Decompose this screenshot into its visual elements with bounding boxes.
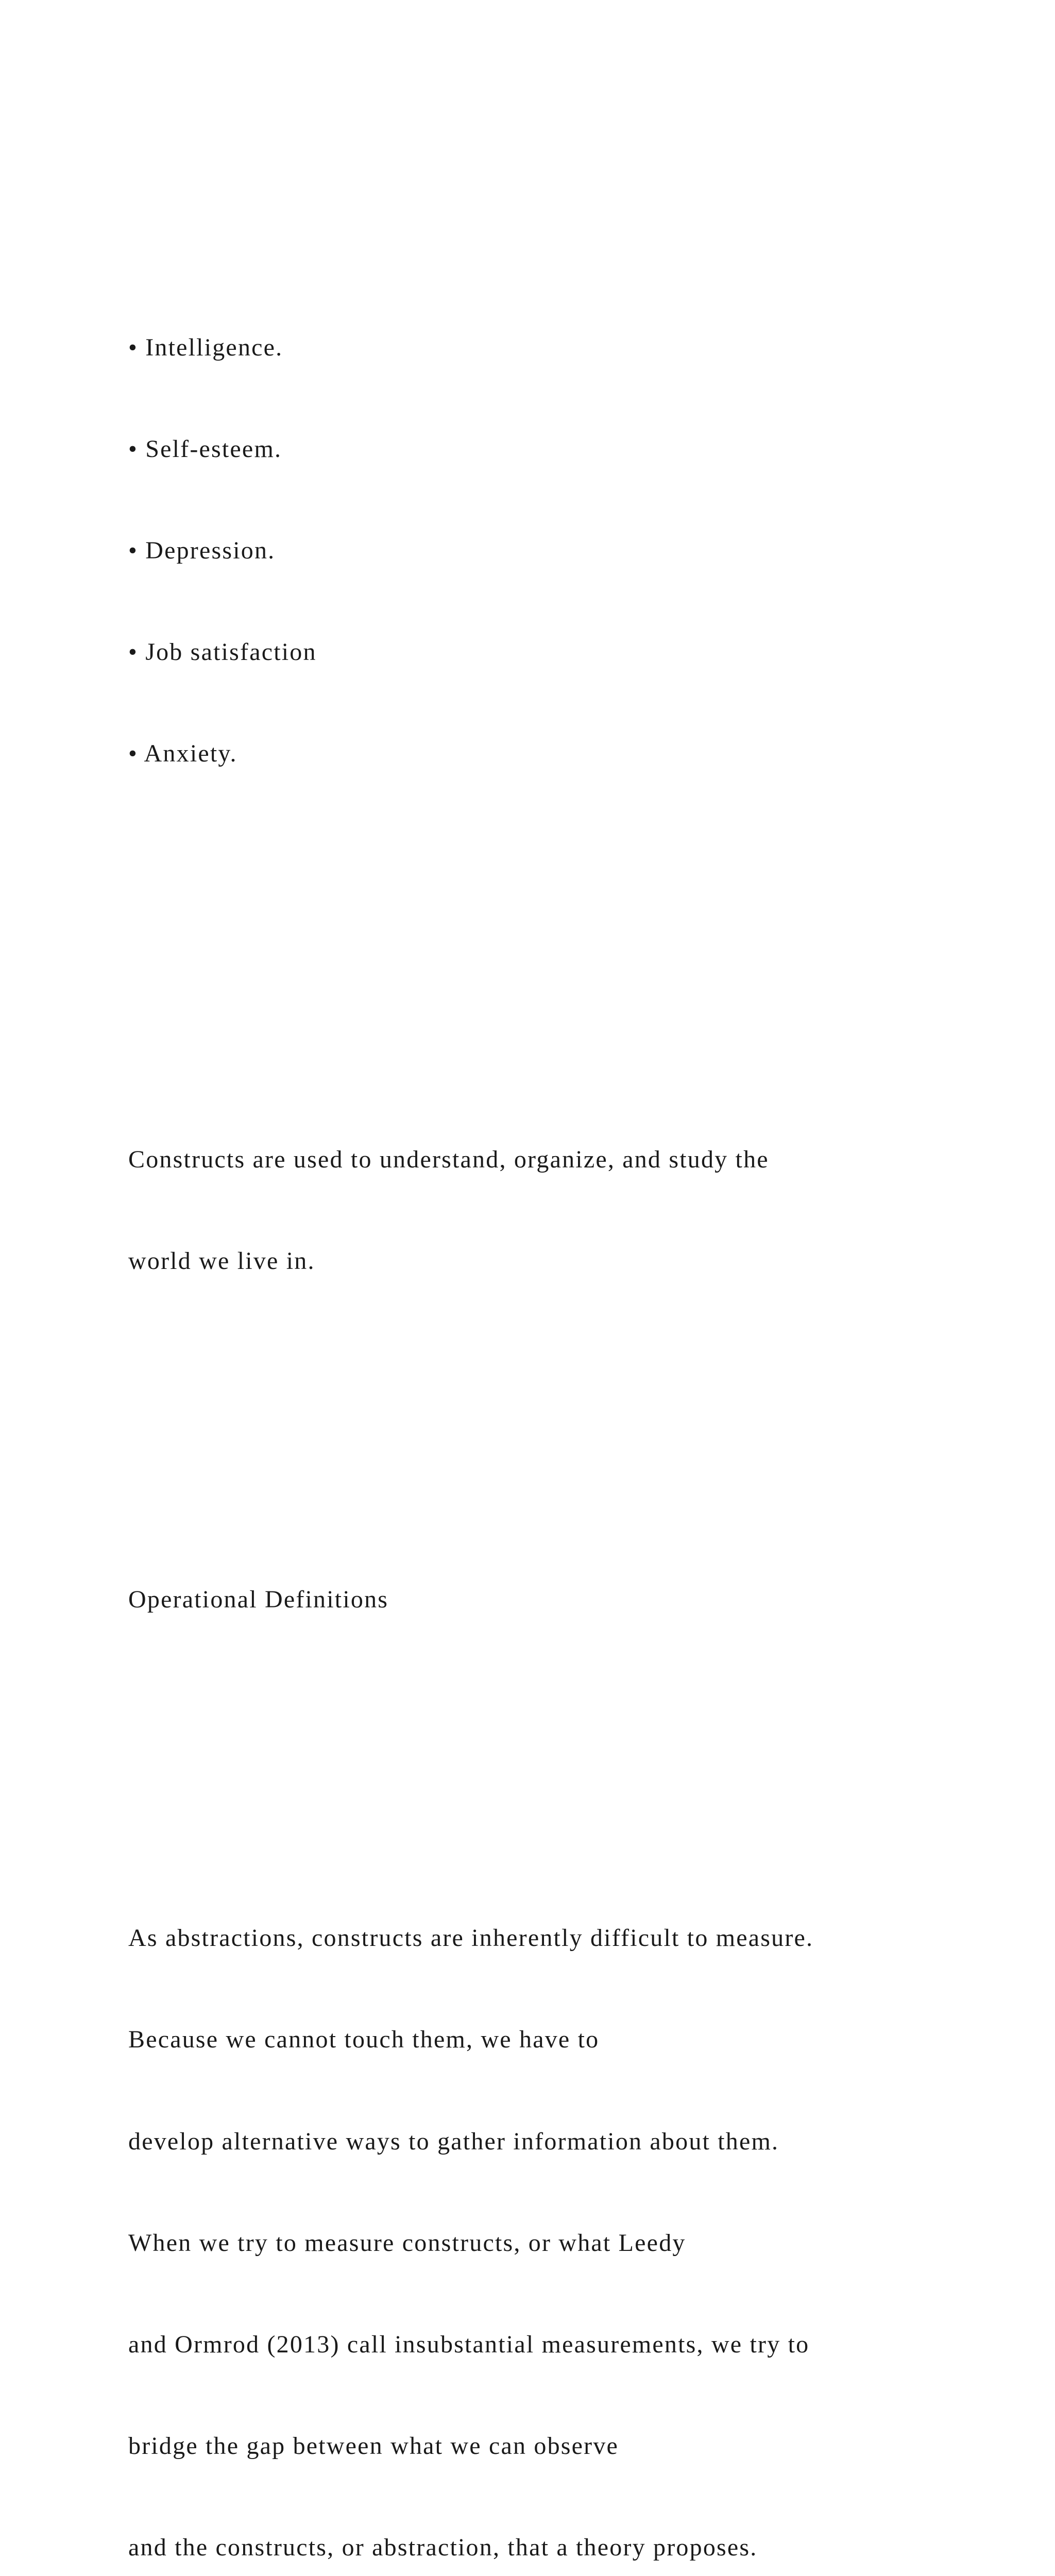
paragraph-constructs-use [128, 1075, 1014, 1346]
bullet-item-anxiety: • Anxiety. [128, 739, 237, 767]
paragraph-line: and Ormrod (2013) call insubstantial measurements, we try to [128, 2330, 810, 2358]
paragraph-line: and the constructs, or abstraction, that a theory proposes. [128, 2533, 758, 2561]
bullet-list [128, 263, 1014, 838]
paragraph-gap [128, 1448, 1014, 1482]
paragraph-line: Because we cannot touch them, we have to [128, 2026, 600, 2054]
bullet-item-depression: • Depression. [128, 536, 276, 564]
bullet-item-intelligence: • Intelligence. [128, 333, 283, 361]
paragraph-line: bridge the gap between what we can observe [128, 2432, 619, 2460]
bullet-item-self-esteem: • Self-esteem. [128, 435, 282, 463]
document-body [128, 161, 1014, 2576]
paragraph-line: When we try to measure constructs, or what Leedy [128, 2229, 686, 2257]
paragraph-line: develop alternative ways to gather information about them. [128, 2127, 779, 2155]
paragraph-abstractions [128, 1854, 1014, 2576]
paragraph-line: Constructs are used to understand, organize, and study the [128, 1146, 769, 1174]
bullet-item-job-satisfaction: • Job satisfaction [128, 638, 317, 666]
paragraph-line: world we live in. [128, 1247, 315, 1275]
paragraph-gap [128, 1718, 1014, 1752]
paragraph-line: As abstractions, constructs are inherently difficult to measure. [128, 1924, 814, 1952]
section-heading: Operational Definitions [128, 1586, 389, 1614]
paragraph-gap [128, 940, 1014, 974]
